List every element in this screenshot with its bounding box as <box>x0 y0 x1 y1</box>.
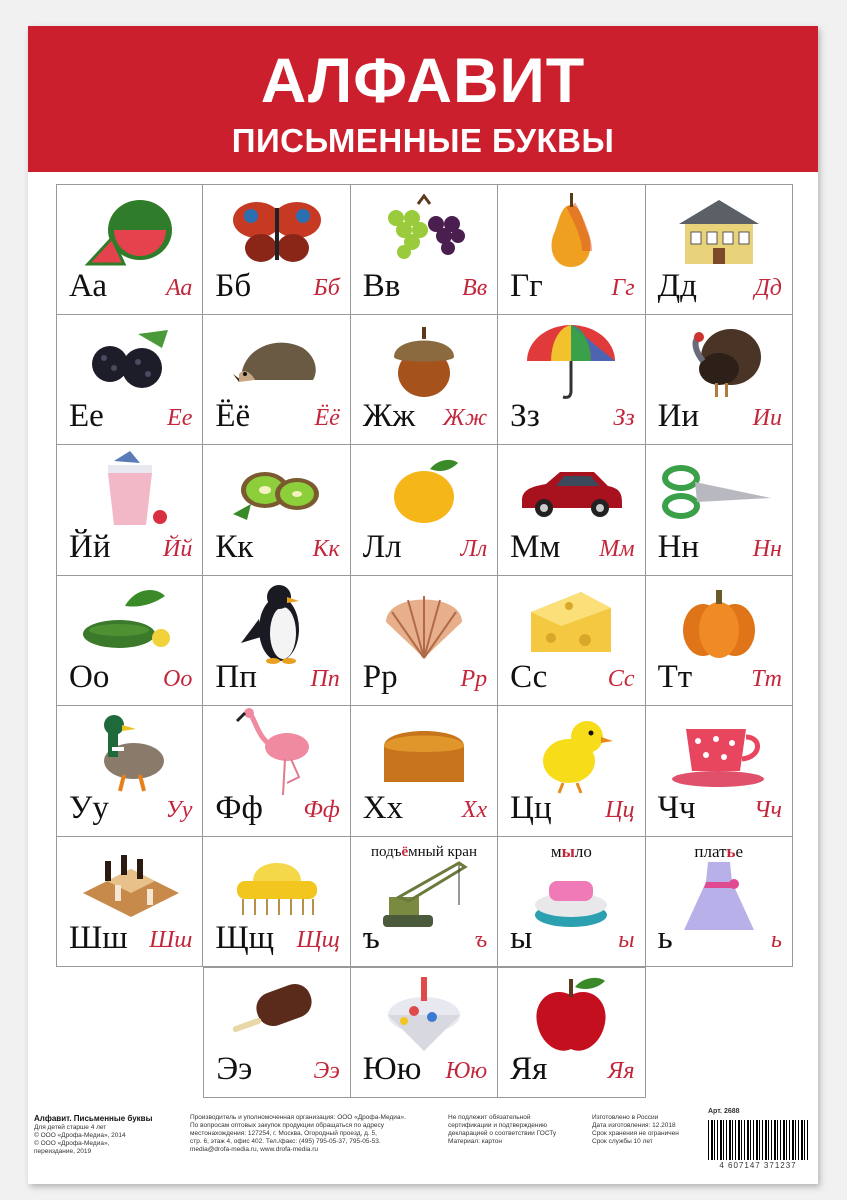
printed-letter: Ёё <box>215 398 251 434</box>
lemon-icon <box>351 449 497 533</box>
script-letter: Тт <box>751 666 782 692</box>
seashell-icon <box>351 580 497 664</box>
printed-letter: Щщ <box>215 920 275 956</box>
printed-letter: Уу <box>69 789 109 826</box>
word-highlight: ь <box>726 841 736 861</box>
imprint-line: Не подлежит обязательной <box>448 1114 531 1121</box>
letter-card <box>203 184 350 315</box>
printed-letter: Юю <box>362 1050 422 1087</box>
script-letter: Вв <box>462 274 488 301</box>
letter-card <box>646 445 793 576</box>
chick-icon <box>498 710 644 794</box>
imprint-column-3 <box>448 1114 556 1146</box>
printed-letter: Тт <box>657 659 693 695</box>
scissors-icon <box>646 449 792 533</box>
printed-letter: Ее <box>69 398 104 434</box>
letter-card <box>351 967 498 1098</box>
printed-letter: Цц <box>510 789 552 826</box>
letter-card <box>351 837 498 968</box>
yogurt-icon <box>57 449 202 533</box>
letter-card <box>351 576 498 707</box>
imprint-line: По вопросам оптовых закупок продукции обращаться по адресу <box>190 1122 385 1129</box>
printed-letter: Зз <box>510 398 540 434</box>
imprint-line: сертификации и подтверждению <box>448 1122 547 1129</box>
imprint-line: местонахождения: 127254, г. Москва, Огородный проезд, д. 5, <box>190 1130 377 1137</box>
script-letter: Ее <box>167 405 193 431</box>
letter-grid <box>56 184 793 1098</box>
imprint-line: Производитель и уполномоченная организация: ООО «Дрофа-Медиа». <box>190 1114 406 1121</box>
letter-card <box>498 445 645 576</box>
word-part: подъ <box>370 843 402 860</box>
letter-card <box>498 706 645 837</box>
pumpkin-icon <box>646 580 792 664</box>
printed-letter: Нн <box>657 528 700 565</box>
imprint-line: © ООО «Дрофа-Медиа», <box>34 1140 110 1147</box>
brush-icon <box>203 841 349 925</box>
imprint-line: стр. 6, этаж 4, офис 402. Тел./факс: (495) 795-05-37, 795-05-53. <box>190 1138 381 1145</box>
word-part: м <box>550 841 562 861</box>
letter-card <box>498 967 645 1098</box>
script-letter: ъ <box>474 927 488 953</box>
printed-letter: ы <box>510 920 533 956</box>
word-part: е <box>735 841 744 861</box>
hedgehog-icon <box>203 319 349 403</box>
printed-letter: Сс <box>510 659 548 695</box>
printed-letter: Ээ <box>216 1050 253 1087</box>
letter-card <box>498 315 645 446</box>
letter-card <box>646 576 793 707</box>
letter-card <box>498 576 645 707</box>
printed-letter: Кк <box>215 528 254 565</box>
printed-letter: Рр <box>362 659 398 695</box>
letter-card <box>646 315 793 446</box>
script-letter: Лл <box>460 535 488 562</box>
printed-letter: ь <box>657 920 673 956</box>
imprint-line: Срок службы 10 лет <box>592 1138 653 1145</box>
printed-letter: Шш <box>69 920 128 956</box>
butterfly-icon <box>203 189 349 273</box>
imprint-line: переиздание, 2019 <box>34 1148 92 1155</box>
pear-icon <box>498 189 644 273</box>
script-letter: Яя <box>607 1057 635 1084</box>
letter-card <box>203 837 350 968</box>
script-letter: Кк <box>312 535 340 562</box>
grid-spacer <box>56 967 203 1098</box>
printed-letter: Мм <box>510 528 561 565</box>
script-letter: Ээ <box>313 1057 340 1084</box>
printed-letter: Йй <box>69 528 111 565</box>
word-part: мный кран <box>408 843 477 860</box>
article-number: Арт. 2688 <box>708 1108 740 1115</box>
printed-letter: ъ <box>362 920 380 956</box>
popsicle-icon <box>204 972 349 1056</box>
script-letter: Аа <box>166 274 193 301</box>
letter-card <box>351 184 498 315</box>
barcode-icon <box>708 1120 808 1160</box>
letter-card <box>646 837 793 968</box>
car-icon <box>498 449 644 533</box>
imprint-line: © ООО «Дрофа-Медиа», 2014 <box>34 1132 126 1139</box>
imprint-column-2 <box>190 1114 406 1154</box>
script-letter: Нн <box>752 535 782 562</box>
letter-card <box>56 837 203 968</box>
imprint-line: Срок хранения не ограничен <box>592 1130 679 1137</box>
imprint-line: Материал: картон <box>448 1138 502 1145</box>
imprint-line: media@drofa-media.ru, www.drofa-media.ru <box>190 1146 318 1153</box>
house-icon <box>646 189 792 273</box>
letter-card <box>56 445 203 576</box>
script-letter: Зз <box>613 405 635 431</box>
imprint-line: Изготовлено в России <box>592 1114 659 1121</box>
cheese-icon <box>498 580 644 664</box>
printed-letter: Дд <box>657 267 697 304</box>
printed-letter: Ии <box>657 398 700 434</box>
poster-subtitle: ПИСЬМЕННЫЕ БУКВЫ <box>231 122 615 159</box>
letter-card <box>56 576 203 707</box>
script-letter: Гг <box>611 274 635 301</box>
script-letter: Йй <box>163 535 193 562</box>
letter-card <box>203 445 350 576</box>
word-part: ло <box>574 841 592 861</box>
spinning-top-icon <box>351 972 497 1056</box>
turkey-icon <box>646 319 792 403</box>
script-letter: ы <box>618 927 635 953</box>
grapes-icon <box>351 189 497 273</box>
printed-letter: Фф <box>215 789 263 826</box>
alphabet-poster <box>28 26 818 1184</box>
word-highlight: ы <box>561 841 575 861</box>
script-letter: Цц <box>605 796 635 823</box>
letter-card <box>351 445 498 576</box>
watermelon-icon <box>57 189 202 273</box>
letter-card <box>498 837 645 968</box>
script-letter: Сс <box>607 666 635 692</box>
script-letter: ь <box>771 927 782 953</box>
apple-icon <box>498 972 644 1056</box>
printed-letter: Лл <box>362 528 402 565</box>
letter-card <box>56 706 203 837</box>
script-letter: Ии <box>752 405 782 431</box>
kiwi-icon <box>203 449 349 533</box>
script-letter: Чч <box>753 796 782 823</box>
letter-card <box>498 184 645 315</box>
word-part: плат <box>694 841 727 861</box>
barcode-number: 4 607147 371237 <box>719 1161 797 1170</box>
printed-letter: Гг <box>510 267 543 304</box>
letter-card <box>203 576 350 707</box>
letter-card <box>646 184 793 315</box>
example-word <box>498 843 644 861</box>
script-letter: Жж <box>442 405 488 431</box>
printed-letter: Чч <box>657 789 696 826</box>
letter-card <box>203 315 350 446</box>
letter-card <box>56 184 203 315</box>
imprint-line: декларацией о соответствии ГОСТу <box>448 1130 557 1137</box>
imprint-column-1 <box>34 1114 152 1156</box>
script-letter: Бб <box>313 274 340 301</box>
script-letter: Юю <box>445 1057 488 1084</box>
script-letter: Хх <box>461 796 488 823</box>
script-letter: Мм <box>599 535 635 562</box>
printed-letter: Оо <box>69 659 110 695</box>
chessboard-icon <box>57 841 202 925</box>
imprint-title: Алфавит. Письменные буквы <box>34 1114 153 1123</box>
script-letter: Уу <box>165 796 193 823</box>
imprint-line: Дата изготовления: 12.2018 <box>592 1122 676 1129</box>
example-word <box>351 843 497 861</box>
script-letter: Ёё <box>314 405 340 431</box>
letter-card <box>351 315 498 446</box>
script-letter: Дд <box>754 274 782 301</box>
printed-letter: Вв <box>362 267 401 304</box>
letter-card <box>56 315 203 446</box>
script-letter: Фф <box>303 796 340 823</box>
cucumber-icon <box>57 580 202 664</box>
script-letter: Пп <box>310 666 340 692</box>
teacup-icon <box>646 710 792 794</box>
blackberry-icon <box>57 319 202 403</box>
letter-card <box>203 967 350 1098</box>
imprint-column-4 <box>592 1114 679 1146</box>
imprint-line: Для детей старше 4 лет <box>34 1124 107 1131</box>
acorn-icon <box>351 319 497 403</box>
letter-card <box>646 706 793 837</box>
letter-card <box>351 706 498 837</box>
script-letter: Оо <box>163 666 193 692</box>
umbrella-icon <box>498 319 644 403</box>
bread-icon <box>351 710 497 794</box>
poster-title: АЛФАВИТ <box>260 46 586 116</box>
flamingo-icon <box>203 710 349 794</box>
penguin-icon <box>203 580 349 664</box>
title-banner <box>28 26 818 172</box>
printed-letter: Хх <box>362 789 404 826</box>
imprint-footer <box>28 1106 818 1184</box>
script-letter: Щщ <box>296 927 340 953</box>
printed-letter: Пп <box>215 659 257 695</box>
word-highlight: ё <box>401 843 409 860</box>
letter-card <box>203 706 350 837</box>
printed-letter: Бб <box>215 267 252 304</box>
duck-icon <box>57 710 202 794</box>
printed-letter: Яя <box>510 1050 548 1087</box>
script-letter: Шш <box>149 927 193 953</box>
script-letter: Рр <box>460 666 488 692</box>
printed-letter: Жж <box>362 398 416 434</box>
printed-letter: Аа <box>69 267 108 304</box>
